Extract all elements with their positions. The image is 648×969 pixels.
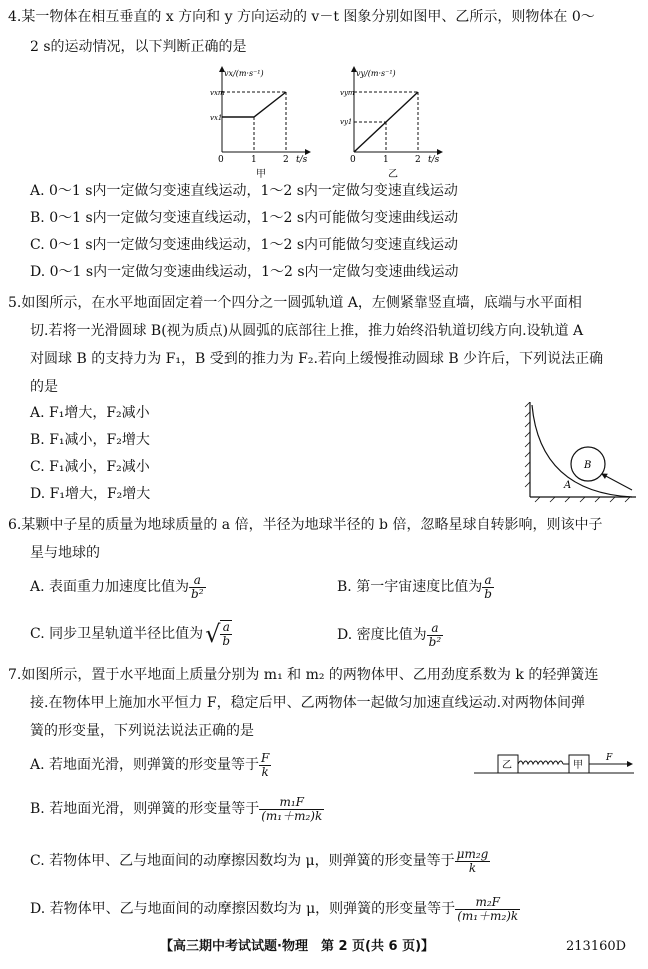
yi-tick0: 0: [350, 155, 356, 165]
q4-stem-line2: 2 s的运动情况，以下判断正确的是: [30, 39, 247, 55]
q6-option-a-fraction: $\frac{a}{\text{b²}}$: [191, 573, 204, 601]
q7-stem-line1: 7.如图所示，置于水平地面上质量分别为 m₁ 和 m₂ 的两物体甲、乙用劲度系数为 k 的轻弹簧连: [8, 667, 599, 683]
q6-option-c-text: C. 同步卫星轨道半径比值为: [30, 625, 204, 642]
q7-option-c-fraction: $\frac{\text{μm₂g}}{k}$: [456, 847, 489, 875]
graph-jia: [210, 67, 310, 180]
q5-option-b: B. F₁减小，F₂增大: [30, 432, 150, 448]
q5-option-c: C. F₁减小，F₂减小: [30, 459, 150, 475]
jia-tick1: 1: [251, 155, 257, 165]
q4-option-c: C. 0～1 s内一定做匀变速曲线运动，1～2 s内可能做匀变速直线运动: [30, 237, 459, 253]
q7-option-a: [30, 752, 271, 778]
q7-option-a-fraction: $\frac{F}{k}$: [261, 751, 270, 779]
spring: [518, 761, 563, 764]
footer-title: 【高三期中考试试题·物理 第 2 页(共 6 页)】: [160, 939, 435, 954]
q7-stem-line3: 簧的形变量，下列说法说法正确的是: [30, 723, 254, 739]
q5-stem-line2: 切.若将一光滑圆球 B(视为质点)从圆弧的底部往上推，推力始终沿轨道切线方向.设轨道 A: [30, 323, 584, 339]
q4-option-b: B. 0～1 s内一定做匀变速直线运动，1～2 s内可能做匀变速曲线运动: [30, 210, 459, 226]
yi-xlabel: t/s: [428, 155, 440, 165]
block-jia-label: 甲: [573, 760, 583, 771]
jia-line: [222, 92, 286, 117]
q6-option-d-text: D. 密度比值为: [337, 627, 427, 644]
yi-caption: 乙: [388, 169, 398, 180]
q6-option-b-fraction: $\frac{a}{b}$: [484, 573, 492, 601]
yi-ylabel: vy/(m·s⁻¹): [356, 69, 396, 78]
yi-tick2: 2: [415, 155, 421, 165]
q6-option-c-fraction: $\frac{a}{b}$: [222, 620, 231, 648]
jia-tick0: 0: [218, 155, 224, 165]
q6-option-b-text: B. 第一宇宙速度比值为: [337, 579, 483, 596]
push-arrow: [602, 474, 632, 490]
label-b: B: [584, 460, 592, 471]
yi-tick1: 1: [383, 155, 389, 165]
jia-xlabel: t/s: [296, 155, 308, 165]
jia-ytop: vxm: [210, 89, 225, 97]
q7-stem-line2: 接.在物体甲上施加水平恒力 F，稳定后甲、乙两物体一起做匀加速直线运动.对两物体间弹: [30, 695, 586, 711]
q7-option-d-text: D. 若物体甲、乙与地面间的动摩擦因数均为 μ，则弹簧的形变量等于: [30, 901, 456, 918]
q7-option-d-fraction: $\frac{\text{m₂F}}{\text{(m₁＋m₂)k}}$: [457, 895, 519, 923]
q7-option-b-fraction: $\frac{\text{m₁F}}{\text{(m₁＋m₂)k}}$: [261, 795, 323, 823]
q4-vt-graphs: [210, 62, 450, 180]
sqrt-icon: √: [205, 619, 221, 648]
q6-option-a-text: A. 表面重力加速度比值为: [30, 579, 190, 596]
q6-option-c: [30, 620, 232, 647]
q4-option-a: A. 0～1 s内一定做匀变速直线运动，1～2 s内一定做匀变速直线运动: [30, 183, 458, 199]
q7-option-b: [30, 796, 324, 822]
q6-option-d-fraction: $\frac{a}{\text{b²}}$: [428, 621, 442, 649]
q6-stem-line2: 星与地球的: [30, 545, 100, 561]
jia-ylabel: vx/(m·s⁻¹): [224, 69, 264, 78]
q7-option-b-text: B. 若地面光滑，则弹簧的形变量等于: [30, 801, 260, 818]
q7-option-a-text: A. 若地面光滑，则弹簧的形变量等于: [30, 757, 260, 774]
q5-option-a: A. F₁增大，F₂减小: [30, 405, 150, 421]
q6-option-a: [30, 574, 206, 600]
label-a: A: [564, 480, 572, 491]
q7-option-c: [30, 848, 490, 874]
jia-caption: 甲: [256, 169, 266, 180]
q7-option-c-text: C. 若物体甲、乙与地面间的动摩擦因数均为 μ，则弹簧的形变量等于: [30, 853, 455, 870]
q4-option-d: D. 0～1 s内一定做匀变速曲线运动，1～2 s内一定做匀变速曲线运动: [30, 264, 459, 280]
jia-ymid: vx1: [210, 114, 223, 122]
footer-code: 213160D: [566, 939, 627, 954]
graph-yi: [340, 67, 442, 180]
q5-figure: [520, 402, 638, 504]
q7-option-d: [30, 896, 520, 922]
force-label: F: [606, 753, 613, 763]
q6-option-d: [337, 622, 443, 648]
q5-stem-line4: 的是: [30, 379, 58, 395]
q6-stem-line1: 6.某颗中子星的质量为地球质量的 a 倍，半径为地球半径的 b 倍，忽略星球自转影响，则该中子: [8, 517, 603, 533]
q6-option-b: [337, 574, 494, 600]
yi-ytop: vym: [340, 89, 355, 97]
block-yi-label: 乙: [502, 760, 512, 771]
q4-stem-line1: 4.某一物体在相互垂直的 x 方向和 y 方向运动的 v－t 图象分别如图甲、乙所示，则物体在 0～: [8, 9, 595, 25]
q5-stem-line3: 对圆球 B 的支持力为 F₁，B 受到的推力为 F₂.若向上缓慢推动圆球 B 少许后，下列说法正确: [30, 351, 604, 367]
yi-ymid: vy1: [340, 118, 353, 126]
q5-stem-line1: 5.如图所示，在水平地面固定着一个四分之一圆弧轨道 A，左侧紧靠竖直墙，底端与水平面相: [8, 295, 582, 311]
q5-option-d: D. F₁增大，F₂增大: [30, 486, 151, 502]
jia-tick2: 2: [283, 155, 289, 165]
q7-figure: [474, 745, 640, 779]
arc-track: [532, 405, 632, 497]
